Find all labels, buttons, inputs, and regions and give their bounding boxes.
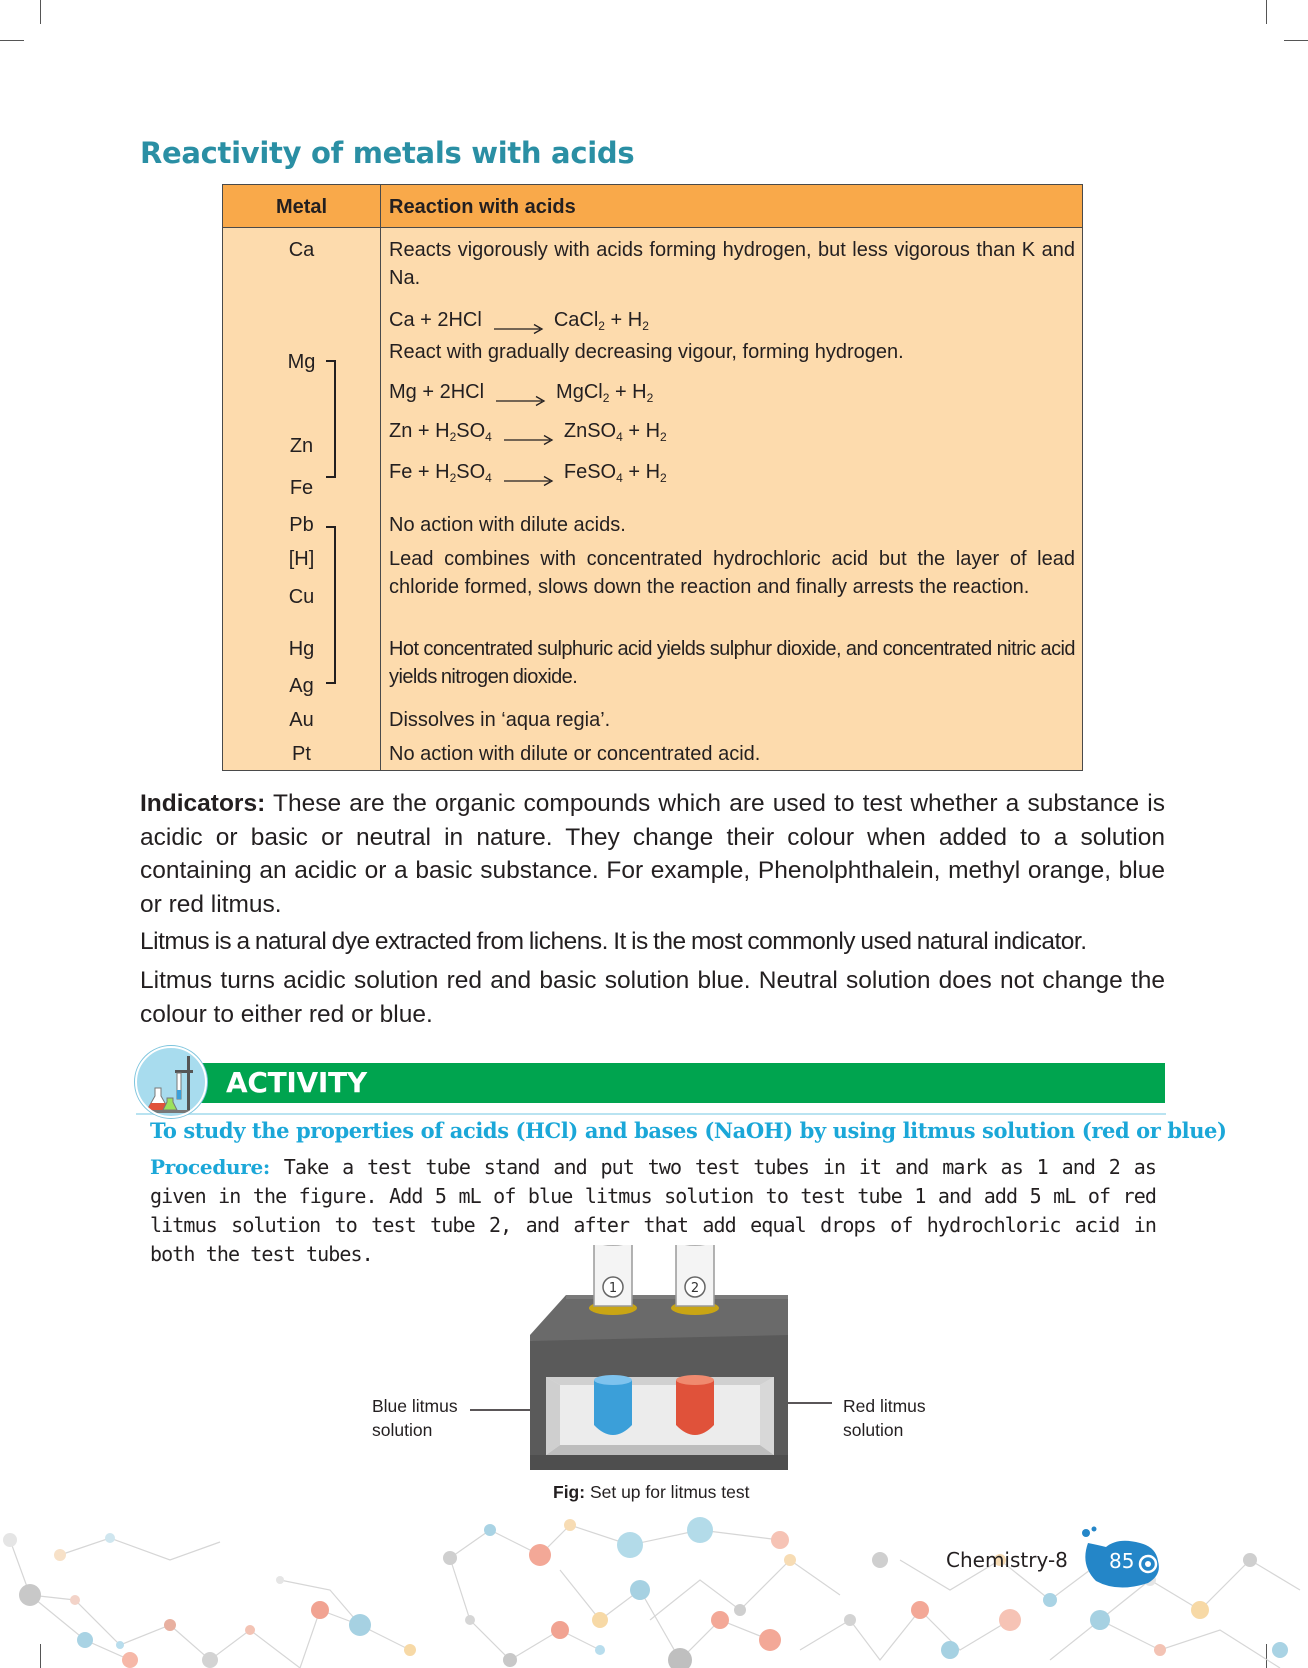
eq-subscript: 2 xyxy=(646,391,654,405)
metal-fe: Fe xyxy=(289,477,314,499)
eq-lhs: SO xyxy=(456,420,486,442)
activity-label: ACTIVITY xyxy=(226,1066,367,1099)
stand-top-deck xyxy=(530,1295,788,1341)
equation-zn xyxy=(389,417,667,447)
crop-mark xyxy=(0,40,24,41)
procedure-label: Procedure: xyxy=(150,1155,270,1179)
litmus-test-figure xyxy=(360,1245,960,1485)
arrow-icon xyxy=(496,387,546,399)
reaction-lead-text: Lead combines with concentrated hydrochloric acid but the layer of lead chloride formed, slows down the reaction and finally arrests the reaction. xyxy=(389,548,1075,598)
column-divider xyxy=(380,185,381,770)
footer-subject: Chemistry-8 xyxy=(946,1548,1068,1572)
eq-lhs: SO xyxy=(456,461,486,483)
blue-litmus-label-line2: solution xyxy=(372,1420,433,1440)
indicators-paragraph xyxy=(140,787,1165,921)
indicators-text: These are the organic compounds which are used to test whether a substance is acidic or basic or neutral in nature. They change their colour when added to a solution containing an acidic or a basic substance. For example, Phenolphthalein, methyl orange, blue or red litmus. xyxy=(140,790,1165,918)
figure-caption-label: Fig: xyxy=(553,1482,586,1502)
activity-underline xyxy=(136,1113,1166,1115)
eq-subscript: 2 xyxy=(660,430,667,444)
eq-product: CaCl xyxy=(553,309,599,331)
group-bracket-pb-ag xyxy=(326,526,336,684)
eq-subscript: 2 xyxy=(449,430,457,444)
litmus-paragraph-2: Litmus turns acidic solution red and basic solution blue. Neutral solution does not change the colour to either red or blue. xyxy=(140,967,1165,1028)
indicators-label: Indicators: xyxy=(140,790,266,817)
header-metal: Metal xyxy=(275,196,328,218)
eq-product: FeSO xyxy=(563,461,617,483)
crop-mark xyxy=(40,0,41,24)
page-number: 85 xyxy=(1109,1549,1135,1573)
metal-pt: Pt xyxy=(292,743,311,765)
eq-subscript: 4 xyxy=(485,471,492,485)
eq-product: + H xyxy=(604,309,643,331)
eq-subscript: 2 xyxy=(602,391,610,405)
eq-product: + H xyxy=(622,420,661,442)
figure-caption-text: Set up for litmus test xyxy=(585,1482,750,1502)
page-title: Reactivity of metals with acids xyxy=(140,136,635,170)
tube-2-number: 2 xyxy=(690,1281,700,1296)
eq-subscript: 4 xyxy=(616,430,623,444)
blue-litmus-label-line1: Blue litmus xyxy=(372,1396,458,1416)
red-litmus-label-line1: Red litmus xyxy=(843,1396,926,1416)
tube-1-number: 1 xyxy=(608,1281,618,1296)
eq-subscript: 2 xyxy=(642,319,649,333)
arrow-icon xyxy=(504,426,554,438)
procedure-text: Take a test tube stand and put two test tubes in it and mark as 1 and 2 as given in the figure. Add 5 mL of blue litmus solution to test tube 1 and add 5 mL of red litmus solution to test tube 2, and after that add equal drops of hydrochloric acid in both the test tubes. xyxy=(150,1155,1156,1266)
arrow-icon xyxy=(494,315,544,327)
crop-mark xyxy=(1284,40,1308,41)
eq-lhs: Ca + 2HCl xyxy=(389,309,482,331)
metal-zn: Zn xyxy=(289,435,314,457)
lab-equipment-icon xyxy=(135,1046,207,1118)
reaction-hot-acid-text: Hot concentrated sulphuric acid yields sulphur dioxide, and concentrated nitric acid yields nitrogen dioxide. xyxy=(389,638,1075,688)
stand-opening xyxy=(546,1377,774,1455)
eq-subscript: 4 xyxy=(485,430,492,444)
reaction-pb-text: No action with dilute acids. xyxy=(389,514,626,536)
eq-lhs: Mg + 2HCl xyxy=(389,381,485,403)
eq-lhs: Fe + H xyxy=(389,461,450,483)
metal-hg: Hg xyxy=(288,638,315,660)
equation-ca xyxy=(389,306,649,336)
metal-ag: Ag xyxy=(289,675,314,697)
reaction-pt-text: No action with dilute or concentrated acid. xyxy=(389,743,761,765)
eq-subscript: 2 xyxy=(598,319,605,333)
reaction-mg-text: React with gradually decreasing vigour, forming hydrogen. xyxy=(389,341,904,363)
arrow-icon xyxy=(504,467,554,479)
crop-mark xyxy=(1266,0,1267,24)
eq-product: ZnSO xyxy=(563,420,617,442)
eq-product: + H xyxy=(622,461,661,483)
litmus-paragraph-1: Litmus is a natural dye extracted from lichens. It is the most commonly used natural indicator. xyxy=(140,928,1087,955)
eq-product: + H xyxy=(609,381,647,403)
reactivity-table xyxy=(222,184,1083,771)
equation-fe xyxy=(389,458,667,488)
eq-product: MgCl xyxy=(556,381,603,403)
eq-subscript: 4 xyxy=(616,471,623,485)
metal-au: Au xyxy=(289,709,314,731)
red-litmus-label-line2: solution xyxy=(843,1420,904,1440)
metal-h: [H] xyxy=(288,548,315,570)
equation-mg xyxy=(389,378,653,408)
header-reaction: Reaction with acids xyxy=(389,196,576,218)
metal-pb: Pb xyxy=(289,514,314,536)
eq-subscript: 2 xyxy=(660,471,667,485)
metal-cu: Cu xyxy=(288,586,315,608)
metal-ca: Ca xyxy=(288,239,315,261)
reaction-ca-text: Reacts vigorously with acids forming hydrogen, but less vigorous than K and Na. xyxy=(389,239,1075,289)
metal-mg: Mg xyxy=(287,351,316,373)
reaction-au-text: Dissolves in ‘aqua regia’. xyxy=(389,709,611,731)
group-bracket-mg-fe xyxy=(326,360,336,478)
activity-subtitle: To study the properties of acids (HCl) and bases (NaOH) by using litmus solution (red or blue) xyxy=(150,1118,1227,1143)
eq-lhs: Zn + H xyxy=(389,420,450,442)
blue-litmus-solution xyxy=(594,1380,632,1435)
eq-subscript: 2 xyxy=(449,471,457,485)
red-litmus-solution xyxy=(676,1380,714,1435)
